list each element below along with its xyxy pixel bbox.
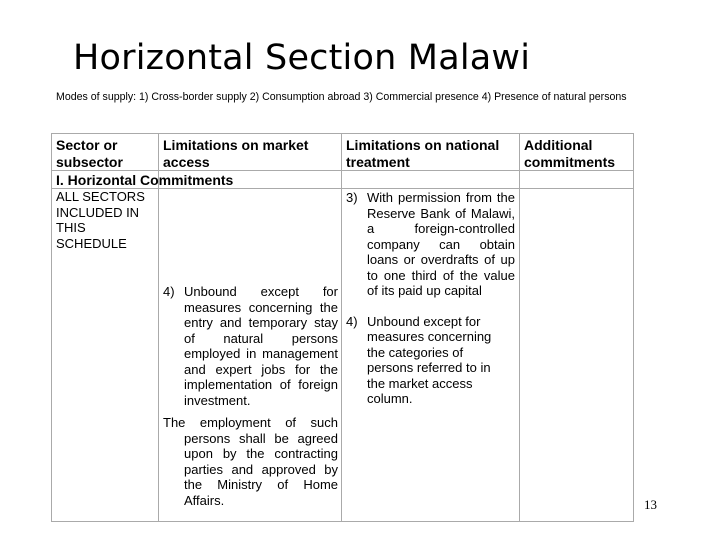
section-heading: I. Horizontal Commitments xyxy=(56,172,234,188)
item-text: Unbound except for measures concerning the entry and temporary stay of natural persons employed in management and expert jobs for the implementation of foreign investment. xyxy=(184,284,338,408)
item-text: With permission from the Reserve Bank of Malawi, a foreign-controlled company can obtain loans or overdrafts of up to one third of the value of its paid up capital xyxy=(367,190,515,298)
table-divider xyxy=(519,134,520,521)
header-sector: Sector or subsector xyxy=(56,137,123,170)
market-access-item-4 xyxy=(163,284,338,408)
table-divider xyxy=(52,170,633,171)
national-treatment-item-4 xyxy=(346,314,497,407)
header-additional-commitments: Additional commitments xyxy=(524,137,616,170)
item-number: 3) xyxy=(346,190,358,205)
market-access-cell xyxy=(163,284,338,508)
header-market-access: Limitations on market access xyxy=(163,137,309,170)
item-number: 4) xyxy=(163,284,175,299)
page-number: 13 xyxy=(644,497,657,512)
table-divider xyxy=(158,134,159,521)
item-number: 4) xyxy=(346,313,358,329)
modes-of-supply-note: Modes of supply: 1) Cross-border supply 2) Consumption abroad 3) Commercial presence 4) Presence of natural persons xyxy=(56,91,627,103)
table-divider xyxy=(341,134,342,521)
header-national-treatment: Limitations on national treatment xyxy=(346,137,500,170)
national-treatment-item-3 xyxy=(346,190,515,299)
commitments-table xyxy=(51,133,634,522)
slide-title: Horizontal Section Malawi xyxy=(73,38,531,78)
item-text: Unbound except for measures concerning the categories of persons referred to in the market access column. xyxy=(367,313,492,406)
employment-paragraph: The employment of such persons shall be agreed upon by the contracting parties and approved by the Ministry of Home Affairs. xyxy=(163,415,338,508)
national-treatment-cell xyxy=(346,190,515,407)
sector-cell: ALL SECTORS INCLUDED IN THIS SCHEDULE xyxy=(56,189,145,251)
